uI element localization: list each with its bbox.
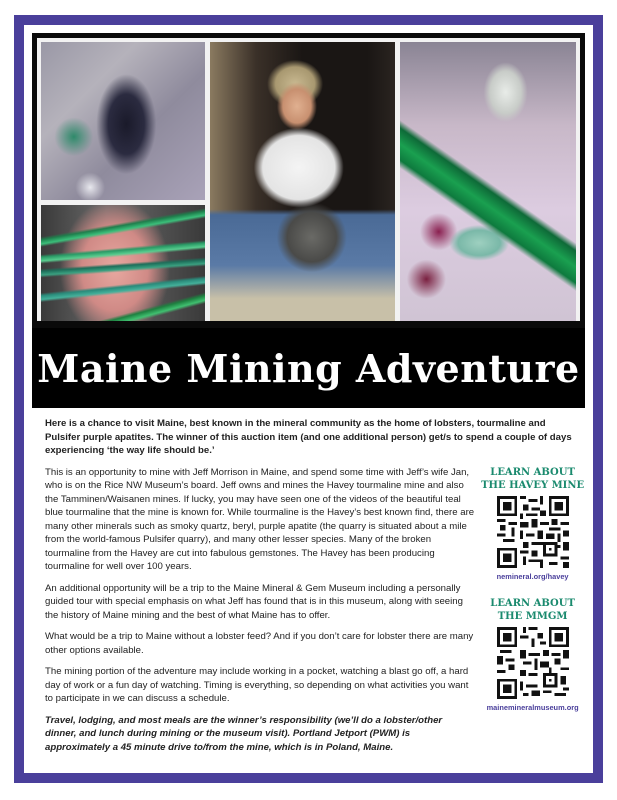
qr-sidebar bbox=[480, 466, 585, 763]
qr-heading-line1: LEARN ABOUT bbox=[490, 597, 575, 609]
content-area bbox=[45, 417, 585, 762]
purple-border-frame bbox=[14, 15, 603, 783]
qr-heading-line2: THE HAVEY MINE bbox=[481, 479, 585, 491]
qr-heading-line2: THE MMGM bbox=[497, 610, 568, 622]
body-columns bbox=[45, 466, 585, 763]
green-tourmaline-hand-photo bbox=[41, 205, 205, 321]
paragraph-lobster-feed: What would be a trip to Maine without a lobster feed? And if you don’t care for lobster there are many other options available. bbox=[45, 631, 474, 656]
description-column bbox=[45, 466, 474, 763]
closing-note: Travel, lodging, and most meals are the winner’s responsibility (we’ll do a lobster/other dinner, and lunch during mining or the museum visit). Portland Jetport (PWM) is approximately a 45 minute drive to/from the mine, which is in Poland, Maine. bbox=[45, 714, 443, 753]
qr-block-mmgm bbox=[480, 597, 585, 712]
paragraph-mining-portion: The mining portion of the adventure may include working in a pocket, watching a blast go off, a hard day of work or a fun day of watching. Timing is everything, so depending on what activities you want to participate in we can discuss a schedule. bbox=[45, 666, 469, 704]
qr-heading-line1: LEARN ABOUT bbox=[490, 466, 575, 478]
page-title: Maine Mining Adventure bbox=[37, 345, 580, 391]
havey-mine-link[interactable]: nemineral.org/havey bbox=[496, 571, 569, 581]
mmgm-link[interactable]: mainemineralmuseum.org bbox=[486, 702, 579, 712]
qr-block-havey-mine bbox=[480, 466, 585, 581]
green-tourmaline-coin-photo bbox=[400, 42, 576, 321]
paragraph-jeff-morrison: This is an opportunity to mine with Jeff Morrison in Maine, and spend some time with Jeff’s wife Jan, who is on the Rice NW Museum’s board. Jeff owns and mines the Havey tourmaline mine and also the Tamminen/Waisanen mines. If lucky, you may have seen one of the videos of the beautiful teal blue tourmaline that the mine is known for. While tourmaline is the Havey’s best known find, there are many other minerals such as smoky quartz, beryl, purple apatite (the quarry is situated about a mile from the world-famous Pulsifer quarry), and many other lesser species. Many of the broken tourmaline from the Havey are cut into fabulous gemstones. The Havey has been producing tourmaline for well over 100 years. bbox=[45, 466, 475, 572]
qr-code-icon[interactable] bbox=[497, 627, 569, 699]
flyer-panel bbox=[24, 25, 593, 773]
paragraph-museum-trip: An additional opportunity will be a trip to the Maine Mineral & Gem Museum including a personally guided tour with special emphasis on what Jeff has found that is in this museum, along with seeing the history of Maine mining and the best of what Maine has to offer. bbox=[45, 582, 463, 621]
photo-collage-inner bbox=[37, 38, 580, 321]
black-tourmaline-photo bbox=[41, 42, 205, 200]
qr-heading-havey bbox=[480, 466, 585, 492]
jeff-morrison-photo bbox=[210, 42, 395, 321]
intro-paragraph: Here is a chance to visit Maine, best known in the mineral community as the home of lobsters, tourmaline and Pulsifer purple apatites. The winner of this auction item (and one additional person) get/s to spend a couple of days experiencing ‘the way life should be.’ bbox=[45, 418, 572, 456]
qr-code-icon[interactable] bbox=[497, 496, 569, 568]
qr-heading-mmgm bbox=[480, 597, 585, 623]
title-banner bbox=[32, 328, 585, 408]
photo-collage bbox=[32, 33, 585, 328]
